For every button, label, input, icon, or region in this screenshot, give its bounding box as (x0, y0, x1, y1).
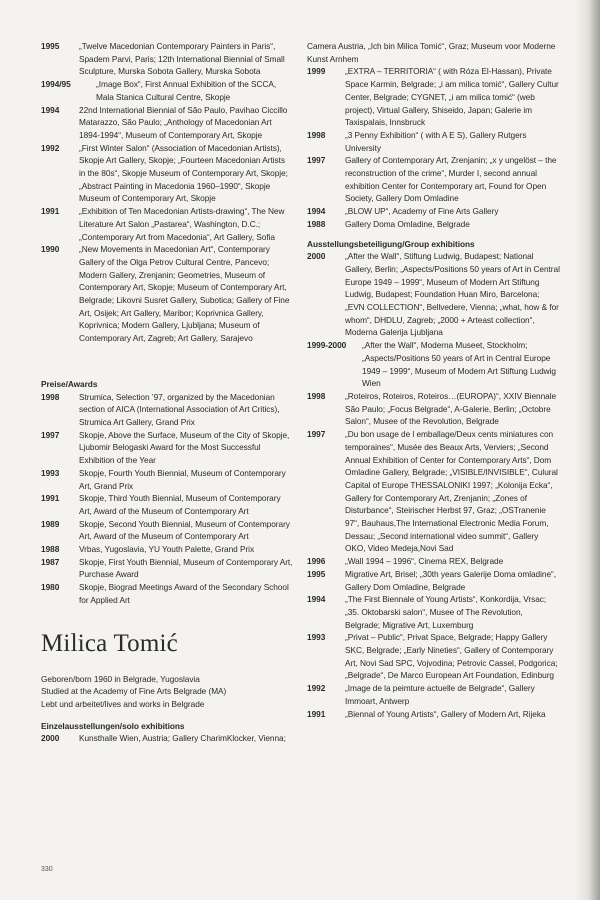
list-entry (307, 428, 560, 555)
section-gap (307, 231, 560, 238)
entry-text: „3 Penny Exhibition“ ( with A E S), Gallery Rutgers University (345, 129, 527, 153)
section-gap (41, 711, 293, 720)
right-column (307, 40, 560, 720)
solo-exhibitions-heading: Einzelausstellungen/solo exhibitions (41, 720, 185, 731)
entry-text: Migrative Art, Brisel; „30th years Galerije Doma omladine“, Gallery Dom Omladine, Belgrade (345, 568, 557, 592)
entry-text: Skopje, Biograd Meetings Award of the Secondary School for Applied Art (79, 582, 289, 605)
entry-year: 1997 (41, 429, 60, 440)
solo-entry (41, 732, 293, 745)
entry-text: „New Movements in Macedonian Art“, Contemporary Gallery of the Olga Petrov Cultural Centre, Pancevo; Modern Gallery, Zrenjanin; Geometries, Museum of Contemporary Art, Skopje; Museum of Contemporary Art, Belgrade; Likovni Susret Gallery, Subotica; Gallery of Fine Art, Osijek; Art Gallery, Maribor; Koprivnica Gallery, Koprivnica; Modern Gallery, Ljubljana; Museum of Contemporary Art, Zagreb; Art Gallery, Sarajevo (79, 244, 290, 344)
entry-year: 1980 (41, 582, 60, 593)
entry-text: Skopje, Second Youth Biennial, Museum of Contemporary Art, Award of the Museum of Contemporary Art (79, 518, 290, 542)
list-entry (41, 581, 293, 606)
group-exhibitions-list (307, 250, 560, 720)
entry-year: 1991 (41, 206, 60, 217)
list-entry (41, 518, 293, 543)
section-gap (41, 345, 293, 378)
entry-text: Skopje, Above the Surface, Museum of the City of Skopje, Ljubomir Belogaski Award for the Most Successful Exhibition of the Year (79, 429, 290, 466)
artist-name: Milica Tomić (41, 629, 178, 657)
entry-text: „Twelve Macedonian Contemporary Painters in Paris“, Spadem Parvi, Paris; 12th International Biennial of Small Sculpture, Murska Sobota Gallery, Murska Sobota (79, 41, 285, 77)
entry-year: 1995 (41, 41, 60, 51)
entry-text: Skopje, First Youth Biennial, Museum of Contemporary Art, Purchase Award (79, 556, 293, 580)
list-entry (307, 250, 560, 339)
list-entry (307, 682, 560, 707)
entry-year: 1996 (307, 556, 326, 567)
list-entry (307, 593, 560, 631)
artist-bio (41, 673, 293, 711)
list-entry (307, 568, 560, 593)
entry-text: „After the Wall“, Stiftung Ludwig, Budapest; National Gallery, Berlin; „Aspects/Positions 50 years of Art in Central Europe 1949 – 1999“, Museum of Modern Art Stiftung Ludwig, Budapest; Foundation Huan Miro, Barcelona; „EVN COLLECTION“, Bellvedere, Vienna; „what, how & for whom“, DHDLU, Zagreb; „2000 + Arteast collection“, Moderna Galerija Ljubljana (345, 251, 560, 338)
entry-year: 1998 (307, 390, 326, 401)
list-entry (307, 65, 560, 129)
entry-year: 1994 (41, 104, 60, 115)
entry-year: 1991 (41, 493, 60, 504)
entry-text: „Exhibition of Ten Macedonian Artists-drawing“, The New Literature Art Salon „Pastarea“, Washington, D.C.; „Contemporary Art from Macedonia“, Art Gallery, Sofia (79, 206, 285, 242)
list-entry (307, 708, 560, 721)
entry-text: Vrbas, Yugoslavia, YU Youth Palette, Grand Prix (79, 544, 255, 555)
list-entry (307, 631, 560, 682)
list-entry (307, 205, 560, 218)
entry-year: 2000 (41, 733, 60, 744)
entry-year: 1993 (307, 632, 326, 643)
entry-year: 1994/95 (41, 79, 71, 90)
entry-text: Gallery of Contemporary Art, Zrenjanin; „x y ungelöst – the reconstruction of the crime“, Murder I, second annual exhibition Center for Contemporary art, Found for Open Society, Gallery Dom Omladine (345, 155, 557, 204)
list-entry (307, 129, 560, 154)
left-column (41, 40, 293, 745)
entry-year: 1988 (307, 218, 326, 229)
list-entry (307, 555, 560, 568)
page-number: 330 (41, 866, 53, 873)
entry-text: „Image Box“, First Annual Exhibition of the SCCA, Mala Stanica Cultural Centre, Skopje (96, 79, 277, 102)
list-entry (41, 543, 293, 556)
entry-text: „Du bon usage de l emballage/Deux cents miniatures con temporaines“, Musée des Beaux Arts, Verviers; „Second Annual Exhibition of Center for Contemporary Arts“, Dom Omladine Gallery, Belgrade; „VISIBLE/INVISIBLE“, Culural Capital of Europe THESSALONIKI 1997; „Kolonija Ecka“, Gallery for Contemporary Art, Zrenjanin; „Zones of Disturbance“, Steirischer Herbst 97, Graz; „OSTranenie 97“, Bauhaus,The International Electronic Media Forum, Dessau; „Second international video summit“, Gallery OKO, Video Medeja,Novi Sad (345, 429, 558, 554)
entry-text: 22nd International Biennial of São Paulo, Pavihao Ciccillo Matarazzo, São Paulo; „Anthology of Macedonian Art 1894-1994“, Museum of Contemporary Art, Skopje (79, 104, 288, 140)
entry-text: „EXTRA – TERRITORIA“ ( with Róza El-Hassan), Private Space Karmin, Belgrade; „i am milica tomić“, Gallery Cultur Center, Belgrade; CYGNET, „i am milica tomić“ (web project), Virtual Gallery, Shiseido, Japan; Galerie im Taxispalais, Innsbruck (345, 66, 559, 128)
entry-year: 1993 (41, 467, 60, 478)
solo-exhibitions-list (307, 65, 560, 230)
entry-year: 2000 (307, 251, 326, 262)
entry-text: Strumica, Selection ’97, organized by the Macedonian section of AICA (International Association of Art Critics), Strumica Art Gallery, Grand Prix (79, 391, 280, 427)
entry-year: 1987 (41, 556, 60, 567)
exhibitions-continued-list (41, 40, 293, 345)
list-entry (307, 390, 560, 428)
entry-text: „Biennal of Young Artists“, Gallery of Modern Art, Rijeka (345, 708, 546, 719)
list-entry (41, 429, 293, 467)
entry-text: Skopje, Third Youth Biennial, Museum of Contemporary Art, Award of the Museum of Contemporary Art (79, 493, 281, 516)
bio-line: Studied at the Academy of Fine Arts Belgrade (MA) (41, 686, 227, 697)
entry-text: Gallery Doma Omladine, Belgrade (345, 218, 470, 229)
entry-text: Kunsthalle Wien, Austria; Gallery CharimKlocker, Vienna; (79, 733, 286, 744)
list-entry (41, 492, 293, 517)
list-entry (41, 78, 293, 103)
entry-year: 1999-2000 (307, 340, 347, 351)
list-entry (307, 339, 560, 390)
list-entry (41, 391, 293, 429)
entry-text: „After the Wall“, Moderna Museet, Stockholm; „Aspects/Positions 50 years of Art in Central Europe 1949 – 1999“, Museum of Modern Art Stiftung Ludwig Wien (362, 340, 556, 389)
list-entry (307, 154, 560, 205)
book-spine-shadow (574, 0, 600, 900)
solo-continuation: Camera Austria, „Ich bin Milica Tomić“, Graz; Museum voor Moderne Kunst Arnhem (307, 41, 556, 64)
entry-text: „BLOW UP“, Academy of Fine Arts Gallery (345, 206, 499, 217)
list-entry (41, 467, 293, 492)
entry-year: 1990 (41, 244, 60, 255)
list-entry (307, 218, 560, 231)
bio-line: Lebt und arbeitet/lives and works in Belgrade (41, 698, 205, 709)
list-entry (41, 40, 293, 78)
entry-year: 1991 (307, 708, 326, 719)
list-entry (41, 243, 293, 345)
entry-year: 1995 (307, 568, 326, 579)
entry-text: Skopje, Fourth Youth Biennial, Museum of Contemporary Art, Grand Prix (79, 467, 286, 491)
entry-year: 1989 (41, 518, 60, 529)
entry-text: „Roteiros, Roteiros, Roteiros…(EUROPA)“, XXIV Biennale São Paulo; „Focus Belgrade“, A-Galerie, Berlin; „Octobre Salon“, Musee of the Revolution, Belgrade (345, 390, 557, 427)
entry-year: 1994 (307, 594, 326, 605)
list-entry (41, 556, 293, 581)
list-entry (41, 104, 293, 142)
entry-text: „Privat – Public“, Privat Space, Belgrade; Happy Gallery SKC, Belgrade; „Early Nineties“, Gallery of Contemporary Art, Novi Sad SPC, Vojvodina; Petrovic Cassel, Podgorica; „Belgrade“, De Marco European Art Foundation, Edinburg (345, 632, 558, 681)
entry-year: 1997 (307, 155, 326, 166)
entry-year: 1999 (307, 66, 326, 77)
awards-heading: Preise/Awards (41, 378, 98, 389)
list-entry (41, 142, 293, 206)
entry-year: 1997 (307, 429, 326, 440)
entry-year: 1998 (41, 391, 60, 402)
entry-year: 1992 (307, 683, 326, 694)
entry-year: 1998 (307, 129, 326, 140)
entry-text: „Image de la peimture actuelle de Belgrade“, Gallery Immoart, Antwerp (345, 683, 535, 706)
bio-line: Geboren/born 1960 in Belgrade, Yugoslavia (41, 673, 200, 684)
group-exhibitions-heading: Ausstellungsbeteiligung/Group exhibitions (307, 238, 475, 249)
entry-text: „First Winter Salon“ (Association of Macedonian Artists), Skopje Art Gallery, Skopje; „Fourteen Macedonian Artists in the 80s“, Skopje Museum of Contemporary Art, Skopje; „Abstract Painting in Macedonia 1960–1990“, Skopje Museum of Contemporary Art, Skopje (79, 142, 288, 204)
entry-year: 1992 (41, 142, 60, 153)
entry-text: „The First Biennale of Young Artists“, Konkordija, Vrsac; „35. Oktobarski salon“, Musee of The Revolution, Belgrade; Migrative Art, Luxemburg (345, 594, 547, 630)
entry-year: 1988 (41, 544, 60, 555)
list-entry (41, 205, 293, 243)
entry-year: 1994 (307, 206, 326, 217)
awards-list (41, 391, 293, 607)
entry-text: „Wall 1994 – 1996“, Cinema REX, Belgrade (345, 556, 504, 567)
